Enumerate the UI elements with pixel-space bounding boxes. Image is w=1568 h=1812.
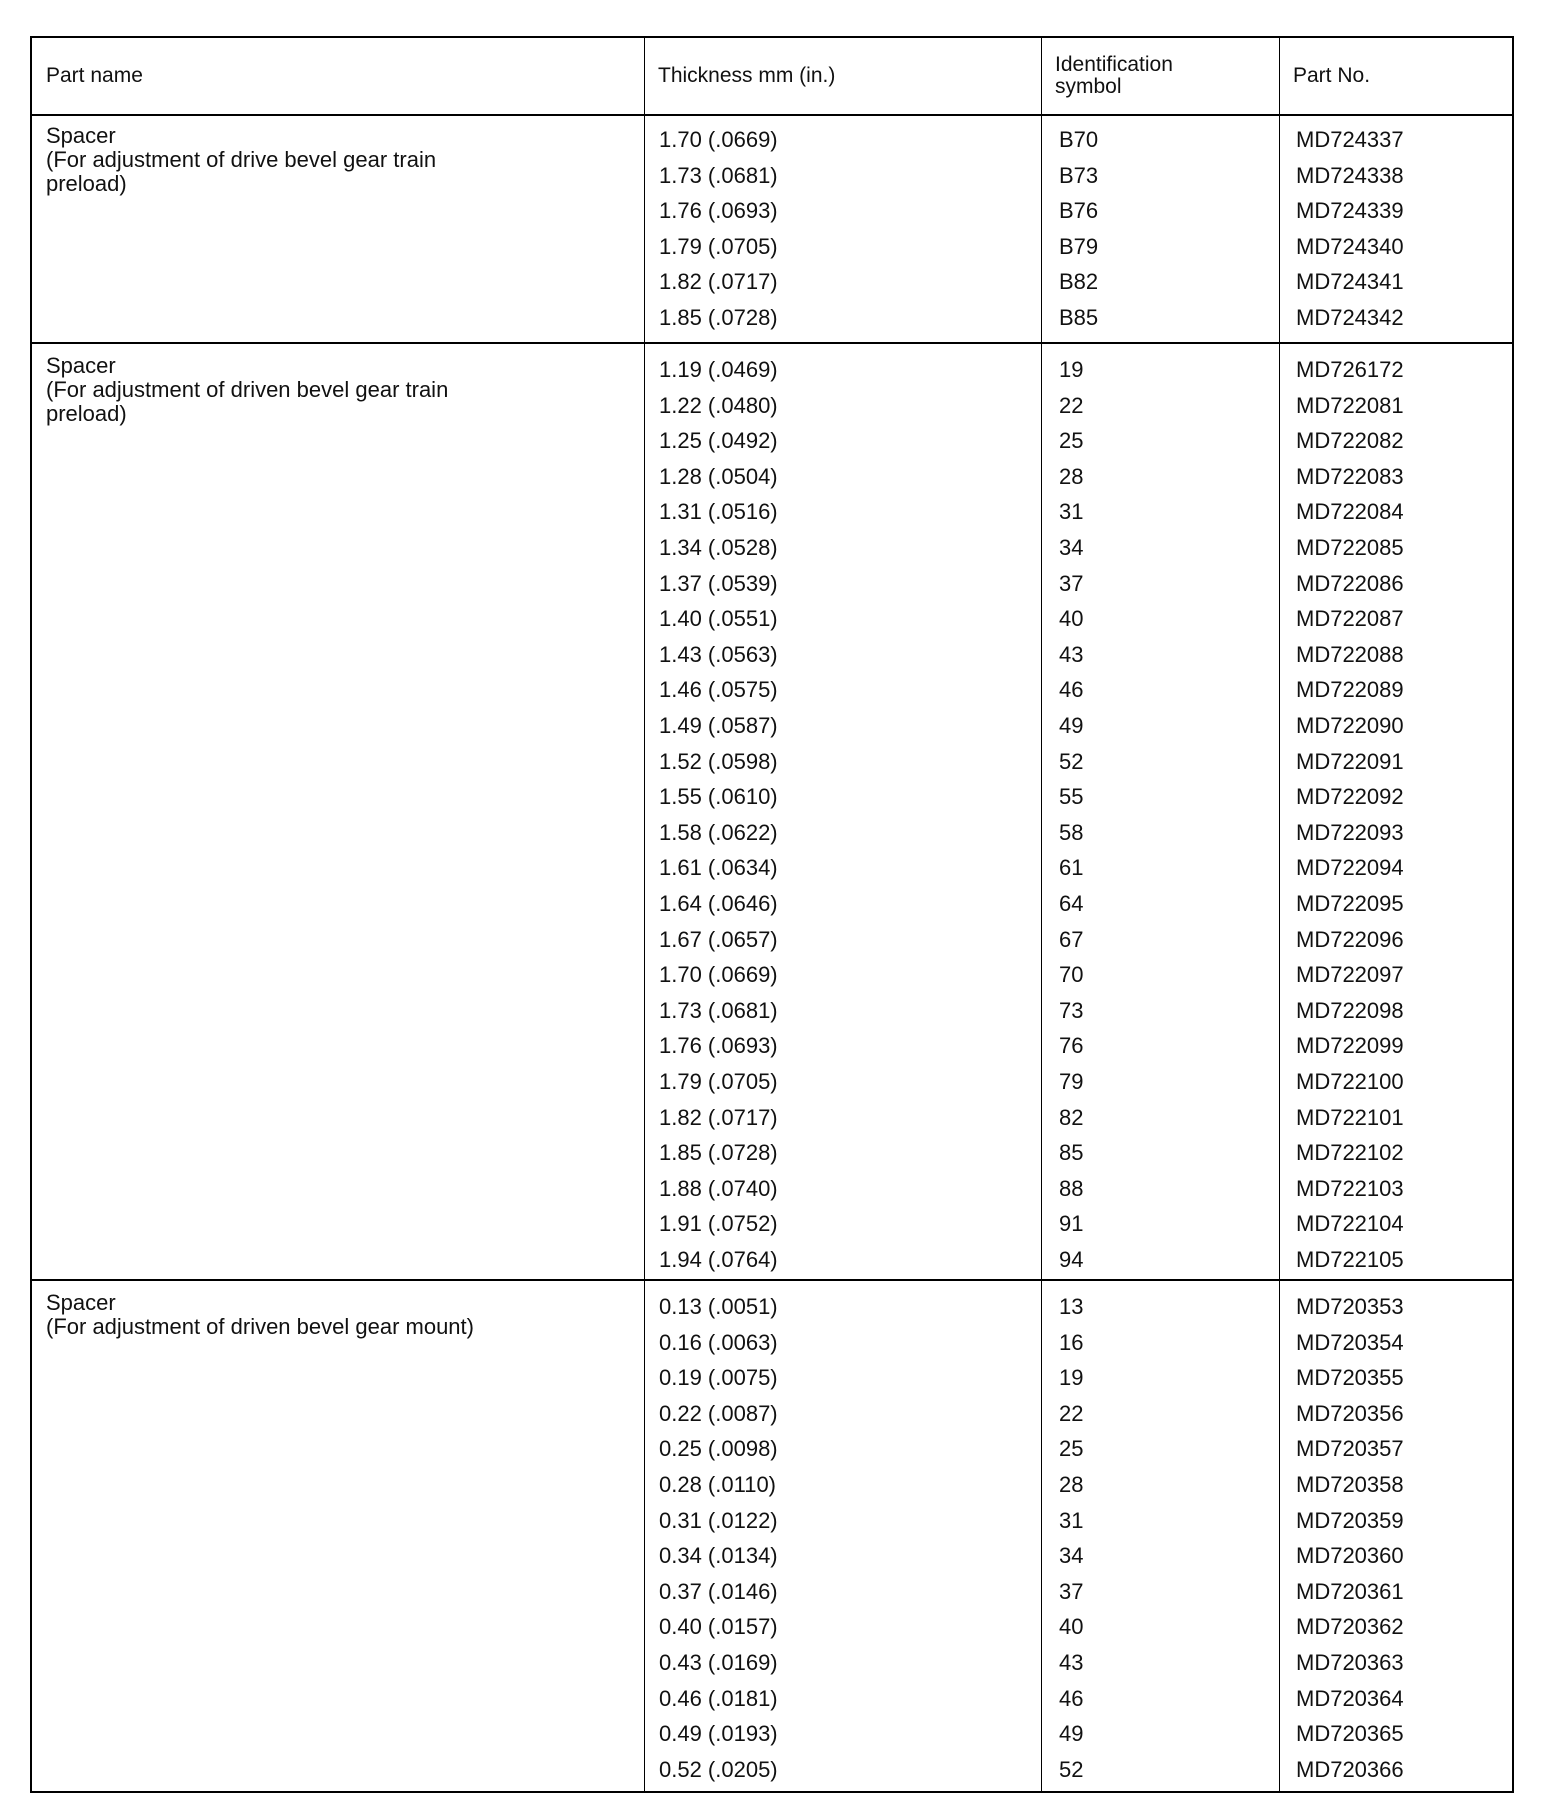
thickness-cell: 1.52 (.0598) [659,748,778,774]
part-no-cell: MD722084 [1296,499,1404,525]
table-row [32,1681,1512,1717]
part-no-cell: MD722099 [1296,1033,1404,1059]
part-no-cell: MD720355 [1296,1365,1404,1391]
thickness-cell: 1.55 (.0610) [659,784,778,810]
thickness-cell: 1.34 (.0528) [659,535,778,560]
symbol-cell: 52 [1059,1756,1084,1782]
part-no-cell: MD722100 [1296,1069,1404,1094]
table-row [32,1645,1512,1681]
symbol-cell: 70 [1059,962,1084,988]
part-no-cell: MD722085 [1296,535,1404,560]
symbol-cell: 40 [1059,1614,1084,1640]
table-row [32,886,1512,922]
part-no-cell: MD722092 [1296,784,1404,810]
symbol-cell: 55 [1059,784,1084,810]
header-identification-symbol: Identification symbol [1055,53,1173,98]
part-no-cell: MD720362 [1296,1614,1404,1640]
symbol-cell: 28 [1059,1472,1084,1497]
table-row [32,601,1512,637]
symbol-cell: B85 [1059,305,1099,330]
part-no-cell: MD720359 [1296,1507,1404,1533]
thickness-cell: 1.73 (.0681) [659,162,778,188]
thickness-cell: 0.28 (.0110) [659,1472,777,1497]
part-no-cell: MD722095 [1296,891,1404,916]
thickness-cell: 0.19 (.0075) [659,1365,778,1391]
symbol-cell: 25 [1059,428,1084,454]
table-row [32,1396,1512,1432]
thickness-cell: 0.16 (.0063) [659,1329,778,1355]
thickness-cell: 0.52 (.0205) [659,1756,778,1782]
symbol-cell: 34 [1059,535,1084,560]
symbol-cell: 79 [1059,1069,1084,1094]
part-name: Spacer [46,123,116,148]
thickness-cell: 1.91 (.0752) [659,1211,778,1237]
symbol-cell: 64 [1059,891,1084,916]
symbol-cell: 19 [1059,357,1084,382]
thickness-cell: 1.25 (.0492) [659,428,778,454]
table-row [32,957,1512,993]
table-row [32,1538,1512,1574]
symbol-cell: 37 [1059,1578,1084,1604]
thickness-cell: 0.37 (.0146) [659,1578,778,1604]
table-row [32,708,1512,744]
table-header [32,38,1512,116]
symbol-cell: 94 [1059,1247,1084,1272]
header-part-no: Part No. [1293,64,1371,87]
symbol-cell: 34 [1059,1543,1084,1569]
table-row [32,388,1512,424]
part-purpose: (For adjustment of driven bevel gear train preload) [46,377,449,426]
symbol-cell: 67 [1059,926,1084,952]
table-row [32,1135,1512,1171]
thickness-cell: 1.49 (.0587) [659,713,778,738]
part-name: Spacer [46,1290,116,1315]
part-no-cell: MD722083 [1296,463,1404,489]
table-row [32,1325,1512,1361]
part-no-cell: MD724339 [1296,198,1404,224]
table-row [32,993,1512,1029]
thickness-cell: 1.76 (.0693) [659,198,778,224]
thickness-cell: 0.40 (.0157) [659,1614,778,1640]
symbol-cell: 22 [1059,392,1084,418]
part-no-cell: MD726172 [1296,357,1404,382]
thickness-cell: 0.13 (.0051) [659,1294,778,1319]
part-no-cell: MD722104 [1296,1211,1404,1237]
symbol-cell: 22 [1059,1400,1084,1426]
table-row [32,1100,1512,1136]
symbol-cell: B82 [1059,269,1099,295]
symbol-cell: B76 [1059,198,1099,224]
symbol-cell: B73 [1059,162,1099,188]
table-row [32,459,1512,495]
symbol-cell: 49 [1059,713,1084,738]
part-no-cell: MD720360 [1296,1543,1404,1569]
table-row [32,1064,1512,1100]
symbol-cell: 82 [1059,1104,1084,1130]
symbol-cell: 91 [1059,1211,1084,1237]
table-row [32,300,1512,336]
thickness-cell: 1.67 (.0657) [659,926,778,952]
symbol-cell: 28 [1059,463,1084,489]
thickness-cell: 0.46 (.0181) [659,1685,778,1711]
table-row [32,1503,1512,1539]
part-no-cell: MD720354 [1296,1329,1404,1355]
symbol-cell: 58 [1059,819,1084,845]
symbol-cell: 37 [1059,570,1084,596]
table-row [32,530,1512,566]
symbol-cell: 31 [1059,499,1084,525]
table-row [32,1242,1512,1278]
table-row [32,494,1512,530]
thickness-cell: 1.70 (.0669) [659,962,778,988]
table-row [32,1716,1512,1752]
table-row [32,566,1512,602]
table-row [32,423,1512,459]
thickness-cell: 1.82 (.0717) [659,1104,778,1130]
part-no-cell: MD722091 [1296,748,1404,774]
thickness-cell: 0.31 (.0122) [659,1507,778,1533]
table-row [32,1206,1512,1242]
thickness-cell: 1.79 (.0705) [659,233,778,259]
thickness-cell: 1.85 (.0728) [659,1140,778,1166]
symbol-cell: 43 [1059,641,1084,667]
part-no-cell: MD722089 [1296,677,1404,703]
part-no-cell: MD720363 [1296,1650,1404,1675]
part-no-cell: MD724340 [1296,233,1404,259]
part-no-cell: MD720366 [1296,1756,1404,1782]
part-no-cell: MD722081 [1296,392,1404,418]
part-no-cell: MD720364 [1296,1685,1404,1711]
symbol-cell: 31 [1059,1507,1084,1533]
part-no-cell: MD722086 [1296,570,1404,596]
table-group [32,114,1512,342]
symbol-cell: B79 [1059,233,1099,259]
part-no-cell: MD722102 [1296,1140,1404,1166]
part-purpose: (For adjustment of driven bevel gear mount) [46,1314,474,1339]
part-no-cell: MD720361 [1296,1578,1404,1604]
thickness-cell: 1.61 (.0634) [659,855,778,881]
part-purpose: (For adjustment of drive bevel gear train preload) [46,147,437,196]
part-no-cell: MD724341 [1296,269,1404,295]
table-row [32,779,1512,815]
thickness-cell: 1.46 (.0575) [659,677,778,703]
table-row [32,850,1512,886]
table-group [32,1279,1512,1791]
thickness-cell: 1.28 (.0504) [659,463,778,489]
part-no-cell: MD722105 [1296,1247,1404,1272]
part-no-cell: MD722097 [1296,962,1404,988]
table-row [32,1360,1512,1396]
table-row [32,1289,1512,1325]
table-row [32,264,1512,300]
thickness-cell: 0.49 (.0193) [659,1721,778,1747]
part-no-cell: MD722103 [1296,1175,1404,1201]
thickness-cell: 1.31 (.0516) [659,499,778,525]
thickness-cell: 1.22 (.0480) [659,392,778,418]
symbol-cell: 19 [1059,1365,1084,1391]
symbol-cell: 13 [1059,1294,1084,1319]
part-no-cell: MD720365 [1296,1721,1404,1747]
thickness-cell: 1.43 (.0563) [659,641,778,667]
symbol-cell: 46 [1059,677,1084,703]
part-no-cell: MD722094 [1296,855,1404,881]
thickness-cell: 1.64 (.0646) [659,891,778,916]
spacer-parts-table [30,36,1514,1793]
thickness-cell: 1.19 (.0469) [659,357,778,382]
thickness-cell: 1.82 (.0717) [659,269,778,295]
thickness-cell: 0.22 (.0087) [659,1400,778,1426]
symbol-cell: 61 [1059,855,1084,881]
thickness-cell: 0.34 (.0134) [659,1543,778,1569]
thickness-cell: 1.37 (.0539) [659,570,778,596]
table-row [32,1171,1512,1207]
thickness-cell: 1.40 (.0551) [659,606,778,632]
table-row [32,352,1512,388]
symbol-cell: 76 [1059,1033,1084,1059]
part-no-cell: MD722090 [1296,713,1404,738]
thickness-cell: 0.25 (.0098) [659,1436,778,1462]
symbol-cell: 88 [1059,1175,1084,1201]
thickness-cell: 1.88 (.0740) [659,1175,778,1201]
table-row [32,672,1512,708]
symbol-cell: 52 [1059,748,1084,774]
part-name: Spacer [46,353,116,378]
symbol-cell: 85 [1059,1140,1084,1166]
part-no-cell: MD720356 [1296,1400,1404,1426]
part-no-cell: MD724342 [1296,305,1404,330]
symbol-cell: B70 [1059,127,1099,152]
symbol-cell: 40 [1059,606,1084,632]
table-row [32,1467,1512,1503]
table-row [32,1752,1512,1788]
part-no-cell: MD720357 [1296,1436,1404,1462]
thickness-cell: 1.79 (.0705) [659,1069,778,1094]
thickness-cell: 1.85 (.0728) [659,305,778,330]
table-row [32,1431,1512,1467]
symbol-cell: 43 [1059,1650,1084,1675]
table-row [32,744,1512,780]
table-group [32,342,1512,1279]
part-no-cell: MD722088 [1296,641,1404,667]
symbol-cell: 73 [1059,997,1084,1023]
symbol-cell: 16 [1059,1329,1084,1355]
symbol-cell: 49 [1059,1721,1084,1747]
table-row [32,158,1512,194]
symbol-cell: 46 [1059,1685,1084,1711]
part-no-cell: MD722096 [1296,926,1404,952]
table-row [32,637,1512,673]
table-row [32,922,1512,958]
table-row [32,193,1512,229]
thickness-cell: 1.73 (.0681) [659,997,778,1023]
table-row [32,1609,1512,1645]
table-row [32,1574,1512,1610]
symbol-cell: 25 [1059,1436,1084,1462]
thickness-cell: 1.94 (.0764) [659,1247,778,1272]
table-row [32,1028,1512,1064]
table-row [32,122,1512,158]
thickness-cell: 1.58 (.0622) [659,819,778,845]
part-no-cell: MD722101 [1296,1104,1404,1130]
thickness-cell: 1.70 (.0669) [659,127,778,152]
part-no-cell: MD722087 [1296,606,1404,632]
part-no-cell: MD722098 [1296,997,1404,1023]
thickness-cell: 0.43 (.0169) [659,1650,778,1675]
part-no-cell: MD724337 [1296,127,1404,152]
part-no-cell: MD722093 [1296,819,1404,845]
header-part-name: Part name [46,64,143,87]
part-no-cell: MD720358 [1296,1472,1404,1497]
part-no-cell: MD724338 [1296,162,1404,188]
part-no-cell: MD720353 [1296,1294,1404,1319]
part-no-cell: MD722082 [1296,428,1404,454]
table-row [32,229,1512,265]
header-thickness: Thickness mm (in.) [658,64,836,87]
table-row [32,815,1512,851]
thickness-cell: 1.76 (.0693) [659,1033,778,1059]
